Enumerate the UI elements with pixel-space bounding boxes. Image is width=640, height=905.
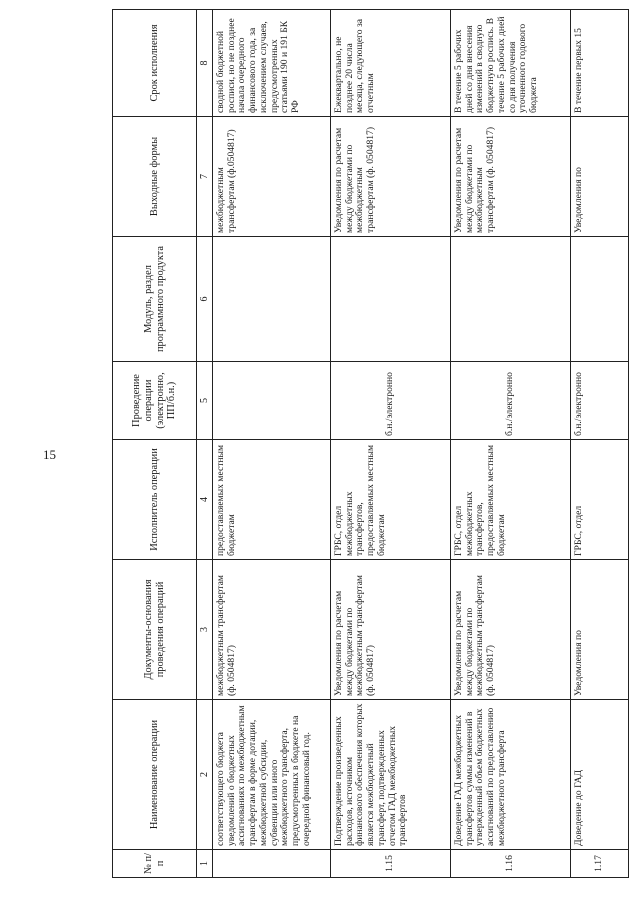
operation-name: Доведение до ГАД bbox=[571, 700, 629, 850]
basis-documents: Уведомления по bbox=[571, 560, 629, 700]
output-forms: Уведомления по bbox=[571, 117, 629, 237]
row-number: 1.15 bbox=[331, 850, 451, 878]
column-number: 1 bbox=[197, 850, 213, 878]
output-forms: межбюджетным трансфертам (ф.0504817) bbox=[213, 117, 331, 237]
software-module bbox=[213, 237, 331, 362]
operations-table bbox=[112, 9, 629, 878]
operation-mode: б.н./электронно bbox=[331, 362, 451, 440]
basis-documents: межбюджетным трансфертам (ф. 0504817) bbox=[213, 560, 331, 700]
deadline: Ежеквартально, не позднее 20 числа месяца, следующего за отчетным bbox=[331, 10, 451, 117]
table-row bbox=[331, 10, 451, 878]
software-module bbox=[331, 237, 451, 362]
column-number-row bbox=[197, 10, 213, 878]
table-row bbox=[213, 10, 331, 878]
header-cell: № п/п bbox=[113, 850, 197, 878]
page-number: 15 bbox=[43, 447, 56, 462]
operation-mode: б.н./электронно bbox=[451, 362, 571, 440]
header-cell: Исполнитель операции bbox=[113, 440, 197, 560]
header-cell: Документы-основания проведения операций bbox=[113, 560, 197, 700]
operation-name: Подтверждение произведенных расходов, источником финансового обеспечения которых является межбюджетный трансферт, подтвержденных отчетом ГАД межбюджетных трансфертов bbox=[331, 700, 451, 850]
row-number bbox=[213, 850, 331, 878]
operation-executor: ГРБС, отдел bbox=[571, 440, 629, 560]
column-number: 3 bbox=[197, 560, 213, 700]
operation-name: соответствующего бюджета уведомлений о бюджетных ассигнованиях по межбюджетным трансфертам в форме дотации, межбюджетной субсидии, субвенции или иного межбюджетного трансферта, предусмотренных в бюджете на очередной финансовый год. bbox=[213, 700, 331, 850]
header-cell: Модуль, раздел программного продукта bbox=[113, 237, 197, 362]
software-module bbox=[451, 237, 571, 362]
column-number: 2 bbox=[197, 700, 213, 850]
header-cell: Срок исполнения bbox=[113, 10, 197, 117]
operation-executor: ГРБС, отдел межбюджетных трансфертов, предоставляемых местным бюджетам bbox=[451, 440, 571, 560]
column-number: 7 bbox=[197, 117, 213, 237]
column-number: 5 bbox=[197, 362, 213, 440]
row-number: 1.16 bbox=[451, 850, 571, 878]
operation-mode: б.н./электронно bbox=[571, 362, 629, 440]
basis-documents: Уведомления по расчетам между бюджетами по межбюджетным трансфертам (ф. 0504817) bbox=[451, 560, 571, 700]
operation-executor: предоставляемых местным бюджетам bbox=[213, 440, 331, 560]
header-cell: Наименование операции bbox=[113, 700, 197, 850]
output-forms: Уведомления по расчетам между бюджетами по межбюджетным трансфертам (ф. 0504817) bbox=[331, 117, 451, 237]
deadline: В течение первых 15 bbox=[571, 10, 629, 117]
table-row bbox=[571, 10, 629, 878]
output-forms: Уведомления по расчетам между бюджетами по межбюджетным трансфертам (ф. 0504817) bbox=[451, 117, 571, 237]
header-cell: Выходные формы bbox=[113, 117, 197, 237]
software-module bbox=[571, 237, 629, 362]
table-header-row bbox=[113, 10, 197, 878]
row-number: 1.17 bbox=[571, 850, 629, 878]
header-cell: Проведение операции (электронно, ПП/б.н.) bbox=[113, 362, 197, 440]
deadline: В течение 5 рабочих дней со дня внесения изменений в сводную бюджетную роспись. В течение 5 рабочих дней со дня получения уточненного годового бюджета bbox=[451, 10, 571, 117]
rotated-table-container bbox=[112, 10, 629, 878]
operation-executor: ГРБС, отдел межбюджетных трансфертов, предоставляемых местным бюджетам bbox=[331, 440, 451, 560]
table-row bbox=[451, 10, 571, 878]
column-number: 4 bbox=[197, 440, 213, 560]
column-number: 6 bbox=[197, 237, 213, 362]
basis-documents: Уведомления по расчетам между бюджетами по межбюджетным трансфертам (ф. 0504817) bbox=[331, 560, 451, 700]
deadline: сводной бюджетной росписи, но не позднее начала очередного финансового года, за исключением случаев, предусмотренных статьями 190 и 191 БК РФ bbox=[213, 10, 331, 117]
column-number: 8 bbox=[197, 10, 213, 117]
operation-mode bbox=[213, 362, 331, 440]
operation-name: Доведение ГАД межбюджетных трансфертов суммы изменений в утвержденный объем бюджетных ассигнований по предоставлению межбюджетного трансферта bbox=[451, 700, 571, 850]
